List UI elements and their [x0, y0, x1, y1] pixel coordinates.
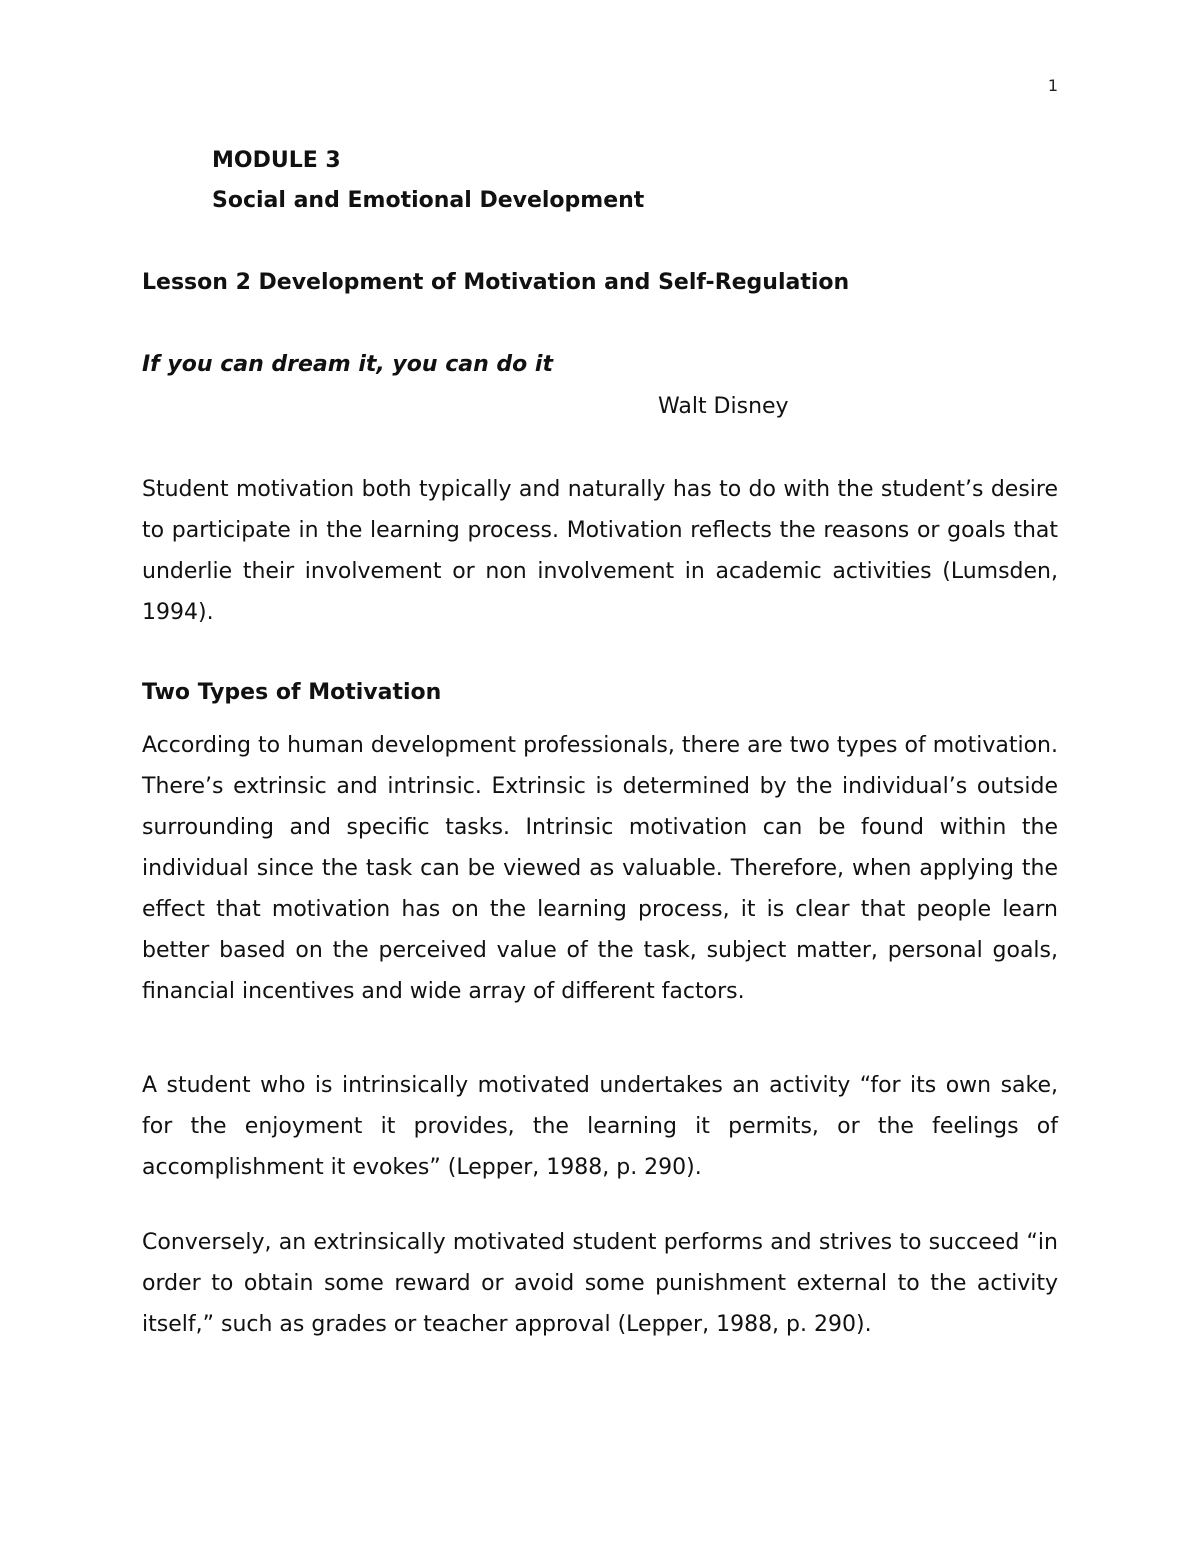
quote-author: Walt Disney [658, 394, 789, 419]
module-title: MODULE 3 [212, 148, 341, 173]
lesson-title: Lesson 2 Development of Motivation and Self-Regulation [142, 270, 850, 295]
extrinsic-paragraph: Conversely, an extrinsically motivated student performs and strives to succeed “in order to obtain some reward or avoid some punishment external to the activity itself,” such as grades or teacher approval (Lepper, 1988, p. 290). [142, 1230, 1058, 1337]
module-subtitle: Social and Emotional Development [212, 188, 645, 213]
quote-text: If you can dream it, you can do it [142, 352, 553, 377]
types-paragraph: According to human development professionals, there are two types of motivation. There’s extrinsic and intrinsic. Extrinsic is determined by the individual’s outside surrounding and specific tasks. Intrinsic motivation can be found within the individual since the task can be viewed as valuable. Therefore, when applying the effect that motivation has on the learning process, it is clear that people learn better based on the perceived value of the task, subject matter, personal goals, financial incentives and wide array of different factors. [142, 733, 1058, 1004]
page-number: 1 [1047, 76, 1058, 95]
intrinsic-paragraph: A student who is intrinsically motivated undertakes an activity “for its own sake, for the enjoyment it provides, the learning it permits, or the feelings of accomplishment it evokes” (Lepper, 1988, p. 290). [142, 1073, 1058, 1180]
intro-paragraph: Student motivation both typically and naturally has to do with the student’s desire to participate in the learning process. Motivation reflects the reasons or goals that underlie their involvement or non involvement in academic activities (Lumsden, 1994). [142, 477, 1058, 625]
section-heading: Two Types of Motivation [142, 680, 442, 705]
